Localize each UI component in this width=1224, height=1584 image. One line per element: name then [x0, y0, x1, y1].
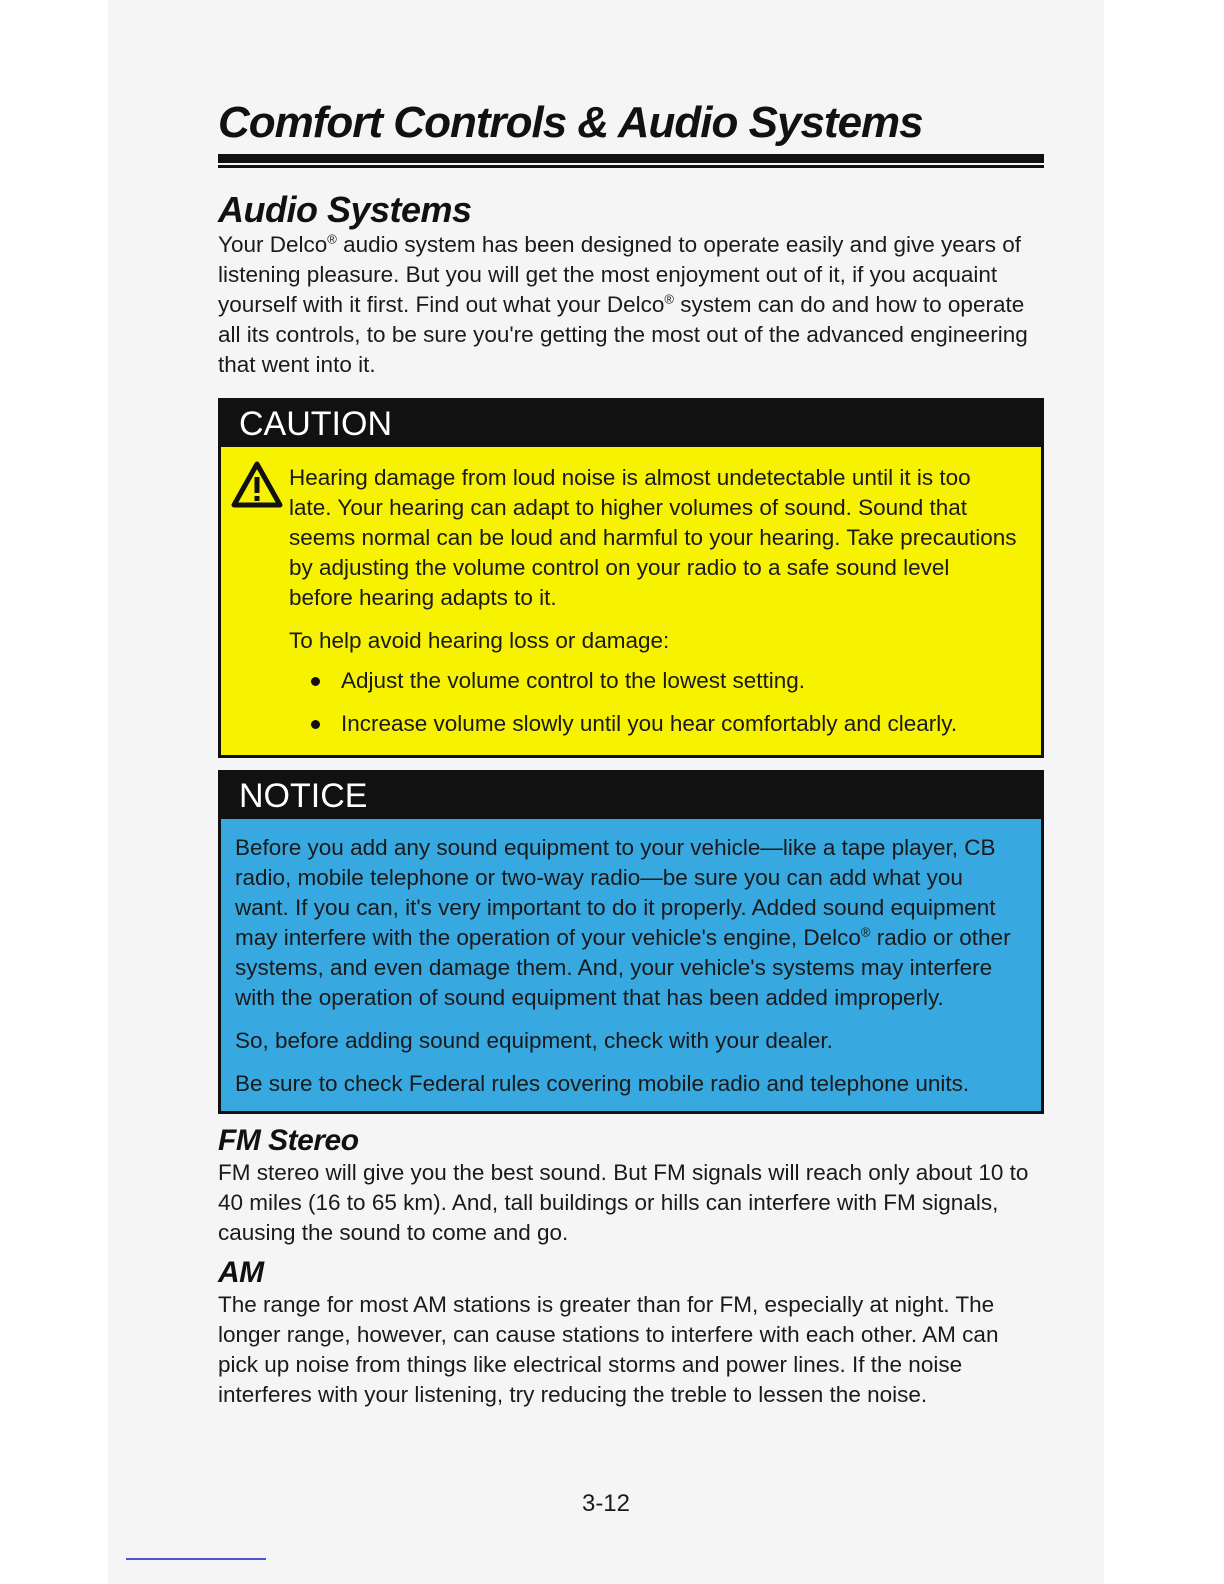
manual-page: [108, 0, 1104, 1584]
intro-text-2: audio system has been designed to operate easily and give years of listening pleasure. But you will get the most enjoyment out of it, if you acquaint yourself with it first. Find out what your Delco: [218, 232, 1022, 317]
caution-body: [221, 447, 1041, 755]
subheading-fm-stereo: FM Stereo: [218, 1124, 359, 1157]
registered-mark: ®: [327, 231, 337, 247]
notice-federal-line: Be sure to check Federal rules covering mobile radio and telephone units.: [235, 1071, 970, 1096]
caution-lead-in: To help avoid hearing loss or damage:: [289, 628, 670, 653]
notice-text-2: radio or other systems, and even damage them. And, your vehicle's systems may interfere with the operation of sound equipment that has been added improperly.: [235, 925, 1011, 1010]
warning-triangle-icon: [231, 461, 283, 509]
page-content: [218, 96, 1044, 1410]
registered-mark: ®: [664, 291, 675, 307]
notice-paragraph: [235, 833, 1019, 1013]
subheading-am: AM: [218, 1256, 264, 1289]
bullet-text: Increase volume slowly until you hear comfortably and clearly.: [341, 711, 958, 736]
title-rule-thin: [218, 165, 1044, 168]
link-underline[interactable]: [126, 1558, 266, 1560]
notice-body: [221, 819, 1041, 1111]
caution-label: CAUTION: [221, 401, 1041, 447]
bullet-dot: [311, 720, 320, 729]
caution-bullet-list: [289, 666, 1019, 739]
bullet-text: Adjust the volume control to the lowest setting.: [341, 668, 805, 693]
notice-label: NOTICE: [221, 773, 1041, 819]
page-number: 3-12: [581, 1490, 631, 1517]
list-item: [311, 709, 1019, 739]
audio-intro-paragraph: [218, 230, 1044, 380]
notice-dealer-line: So, before adding sound equipment, check with your dealer.: [235, 1028, 833, 1053]
title-rule: [218, 154, 1044, 163]
notice-text-1: Before you add any sound equipment to your vehicle—like a tape player, CB radio, mobile telephone or two-way radio—be sure you can add what you want. If you can, it's very important to do it properly. Added sound equipment may interfere with the operation of your vehicle's engine, Delco: [235, 835, 996, 950]
chapter-title: Comfort Controls & Audio Systems: [218, 98, 923, 147]
am-paragraph: The range for most AM stations is greater than for FM, especially at night. The longer range, however, can cause stations to interfere with each other. AM can pick up noise from things like electrical storms and power lines. If the noise interferes with your listening, try reducing the treble to lessen the noise.: [218, 1292, 999, 1407]
intro-text-1: Your Delco: [218, 232, 328, 257]
notice-box: [218, 770, 1044, 1114]
section-heading-audio-systems: Audio Systems: [218, 189, 472, 230]
caution-paragraph: Hearing damage from loud noise is almost undetectable until it is too late. Your hearing can adapt to higher volumes of sound. Sound that seems normal can be loud and harmful to your hearing. Take precautions by adjusting the volume control on your radio to a safe sound level before hearing adapts to it.: [289, 465, 1017, 610]
list-item: [311, 666, 1019, 696]
bullet-dot: [311, 677, 320, 686]
registered-mark: ®: [860, 924, 871, 940]
fm-stereo-paragraph: FM stereo will give you the best sound. But FM signals will reach only about 10 to 40 miles (16 to 65 km). And, tall buildings or hills can interfere with FM signals, causing the sound to come and go.: [218, 1160, 1029, 1245]
intro-text-3: system can do and how to operate all its controls, to be sure you're getting the most out of the advanced engineering that went into it.: [218, 292, 1028, 377]
caution-box: [218, 398, 1044, 758]
